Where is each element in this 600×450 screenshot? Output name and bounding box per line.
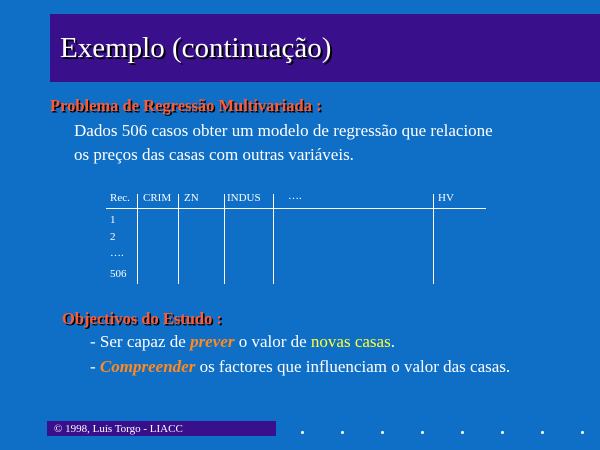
- nav-dot: [501, 431, 504, 434]
- nav-dot: [341, 431, 344, 434]
- objective-prefix: -: [90, 357, 100, 376]
- nav-dot: [421, 431, 424, 434]
- column-divider: [224, 194, 225, 284]
- header-rec: Rec.: [110, 192, 130, 204]
- objective-prefix: - Ser capaz de: [90, 332, 191, 351]
- nav-dot: [381, 431, 384, 434]
- header-hv: HV: [438, 192, 454, 204]
- problem-heading: Problema de Regressão Multivariada :: [50, 96, 322, 115]
- highlight-novas-casas: novas casas: [310, 332, 391, 351]
- objective-line-1: [90, 332, 395, 352]
- emphasis-compreender: Compreender: [99, 357, 196, 376]
- header-rule: [106, 208, 486, 209]
- objective-suffix: .: [390, 332, 395, 351]
- row-label: 1: [110, 214, 116, 226]
- nav-dot: [581, 431, 584, 434]
- column-divider: [433, 194, 434, 284]
- objective-suffix: os factores que influenciam o valor das casas.: [195, 357, 511, 376]
- column-divider: [273, 194, 274, 284]
- emphasis-prever: prever: [190, 332, 235, 351]
- nav-dot: [461, 431, 464, 434]
- nav-dot: [301, 431, 304, 434]
- slide-title: Exemplo (continuação): [60, 32, 332, 64]
- header-ellipsis: ….: [288, 190, 302, 202]
- column-divider: [137, 194, 138, 284]
- nav-dot: [541, 431, 544, 434]
- column-divider: [178, 194, 179, 284]
- header-zn: ZN: [184, 192, 199, 204]
- problem-line-2: os preços das casas com outras variáveis.: [74, 145, 354, 164]
- objective-line-2: [90, 357, 510, 377]
- row-label: 2: [110, 231, 116, 243]
- row-label: 506: [110, 268, 127, 280]
- row-label: ….: [110, 247, 124, 259]
- objective-middle: o valor de: [234, 332, 311, 351]
- footer-copyright: © 1998, Luís Torgo - LIACC: [54, 423, 183, 435]
- data-table: [100, 188, 490, 288]
- header-crim: CRIM: [143, 192, 172, 204]
- problem-line-1: Dados 506 casos obter um modelo de regressão que relacione: [74, 121, 493, 140]
- objectives-heading: Objectivos do Estudo :: [62, 309, 222, 328]
- header-indus: INDUS: [227, 192, 261, 204]
